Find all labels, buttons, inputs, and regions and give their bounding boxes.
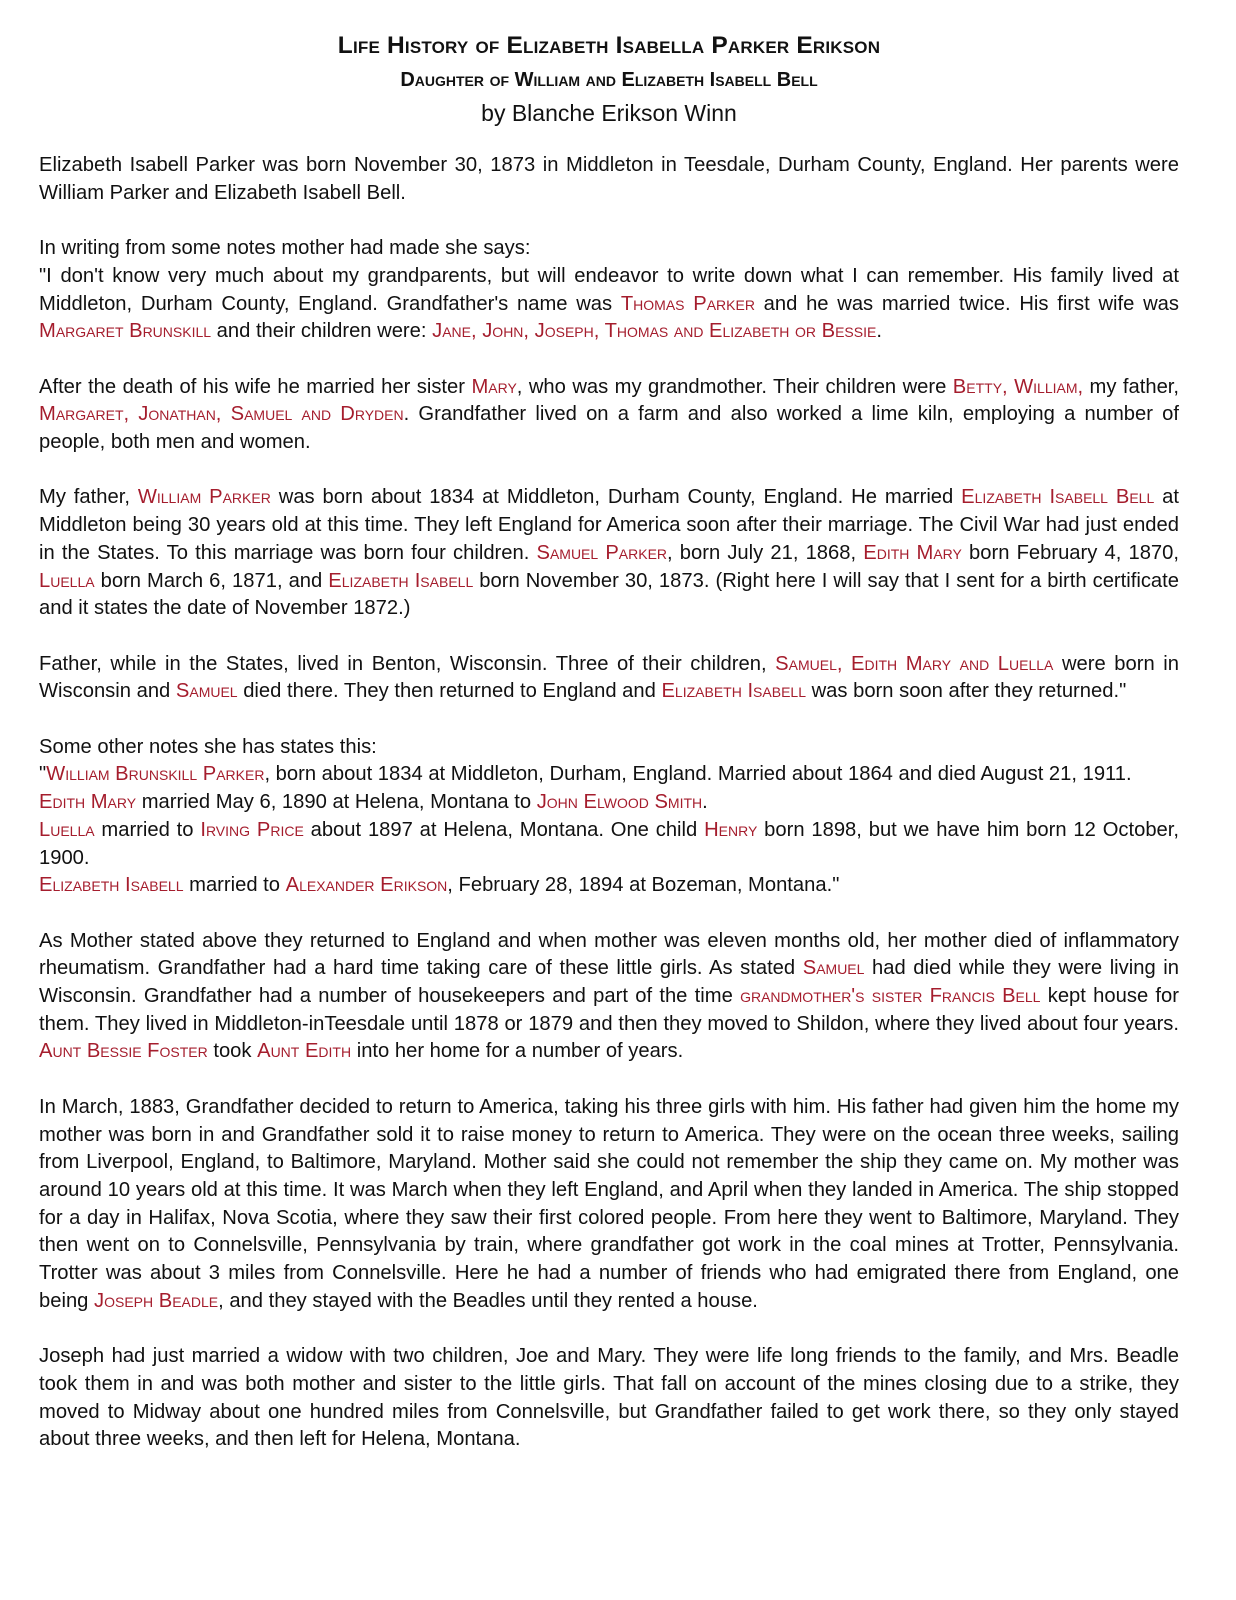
text-run: kept house for them. They lived in Middleton-inTeesdale until 1878 or 1879 and then they moved to Shildon, where they lived about four years. xyxy=(39,985,1179,1035)
text-run: As Mother stated above they returned to England and when mother was eleven months old, her mother died of inflammatory rheumatism. Grandfather had a hard time taking care of these little girls. As stated xyxy=(39,929,1179,980)
text-run: was born about 1834 at Middleton, Durham County, England. He married xyxy=(270,486,962,509)
paragraph-line xyxy=(39,651,1179,706)
document-body xyxy=(39,152,1179,1454)
paragraph xyxy=(39,235,1179,346)
paragraph-line xyxy=(39,928,1179,1067)
text-run: took xyxy=(207,1040,258,1063)
text-run: married May 6, 1890 at Helena, Montana to xyxy=(136,791,537,814)
paragraph xyxy=(39,928,1179,1067)
person-name: Elizabeth Isabell xyxy=(328,569,474,592)
text-run: , born July 21, 1868, xyxy=(667,541,864,564)
text-run: Elizabeth Isabell Parker was born November 30, 1873 in Middleton in Teesdale, Durham County, England. Her parents were William Parker and Elizabeth Isabell Bell. xyxy=(39,154,1179,204)
author-byline: by Blanche Erikson Winn xyxy=(481,100,737,126)
paragraph xyxy=(39,374,1179,457)
text-run: , and they stayed with the Beadles until they rented a house. xyxy=(218,1289,758,1312)
person-name: Henry xyxy=(704,818,758,841)
paragraph-line xyxy=(39,374,1179,457)
person-name: Samuel Parker xyxy=(536,541,668,564)
person-name: Irving Price xyxy=(200,818,304,841)
paragraph-line xyxy=(39,761,1179,789)
paragraph xyxy=(39,734,1179,900)
paragraph-line xyxy=(39,152,1179,207)
text-run: "I don't know very much about my grandparents, but will endeavor to write down what I can remember. His family lived at Middleton, Durham County, England. Grandfather's name was xyxy=(39,264,1179,315)
text-run: my father, xyxy=(1083,375,1180,398)
text-run: My father, xyxy=(39,486,138,509)
text-run: Joseph had just married a widow with two children, Joe and Mary. They were life long friends to the family, and Mrs. Beadle took them in and was both mother and sister to the little girls. That fall on account of the mines closing due to a strike, they moved to Midway about one hundred miles from Connelsville, but Grandfather failed to get work there, so they only stayed about three weeks, and then left for Helena, Montana. xyxy=(39,1345,1179,1451)
person-name: William Brunskill Parker xyxy=(46,763,265,786)
paragraph-line xyxy=(39,872,1179,900)
person-name: John Elwood Smith xyxy=(536,791,703,814)
document-title: Life History of Elizabeth Isabella Parker Erikson xyxy=(337,32,881,59)
text-run: Father, while in the States, lived in Benton, Wisconsin. Three of their children, xyxy=(39,652,776,675)
person-name: Joseph Beadle xyxy=(94,1289,219,1312)
person-name: Betty, William, xyxy=(952,375,1084,398)
text-run: . Grandfather lived on a farm and also worked a lime kiln, employing a number of people, both men and women. xyxy=(39,403,1179,453)
text-run: . xyxy=(876,320,882,343)
person-name: Margaret, Jonathan, Samuel and Dryden xyxy=(39,403,404,426)
text-run: was born soon after they returned." xyxy=(805,680,1127,703)
person-name: Edith Mary xyxy=(863,541,962,564)
person-name: Thomas Parker xyxy=(620,292,755,315)
text-run: were born in Wisconsin and xyxy=(39,652,1179,703)
text-run: born February 4, 1870, xyxy=(961,541,1179,564)
text-run: Some other notes she has states this: xyxy=(39,735,377,758)
text-run: . xyxy=(702,791,708,814)
person-name: Elizabeth Isabell xyxy=(661,680,806,703)
paragraph-line xyxy=(39,235,1179,263)
paragraph-line xyxy=(39,817,1179,872)
paragraph xyxy=(39,1094,1179,1316)
paragraph-line xyxy=(39,734,1179,762)
paragraph xyxy=(39,152,1179,207)
person-name: Edith Mary xyxy=(39,791,137,814)
text-run: born 1898, but we have him born 12 October, 1900. xyxy=(39,818,1179,869)
paragraph-line xyxy=(39,789,1179,817)
document-subtitle: Daughter of William and Elizabeth Isabell Bell xyxy=(400,69,818,91)
paragraph xyxy=(39,484,1179,623)
text-run: born March 6, 1871, and xyxy=(94,569,329,592)
text-run: born November 30, 1873. (Right here I will say that I sent for a birth certificate and it states the date of November 1872.) xyxy=(39,569,1179,620)
person-name: Elizabeth Isabell xyxy=(39,874,184,897)
person-name: Samuel xyxy=(802,957,865,980)
paragraph-line xyxy=(39,263,1179,346)
text-run: " xyxy=(39,763,47,786)
paragraph xyxy=(39,651,1179,706)
text-run: After the death of his wife he married her sister xyxy=(39,375,472,398)
text-run: and he was married twice. His first wife was xyxy=(754,292,1179,315)
person-name: Mary xyxy=(471,375,517,398)
paragraph-line xyxy=(39,1343,1179,1454)
text-run: , who was my grandmother. Their children were xyxy=(516,375,953,398)
person-name: grandmother's sister Francis Bell xyxy=(740,985,1041,1007)
text-run: and their children were: xyxy=(211,320,433,343)
person-name: Elizabeth Isabell Bell xyxy=(961,486,1155,509)
person-name: William Parker xyxy=(137,486,271,509)
text-run: married to xyxy=(94,818,201,841)
person-name: Alexander Erikson xyxy=(285,874,448,897)
person-name: Luella xyxy=(39,818,95,841)
person-name: Margaret Brunskill xyxy=(39,320,212,343)
person-name: Aunt Bessie Foster xyxy=(39,1040,208,1063)
text-run: married to xyxy=(183,874,286,897)
text-run: about 1897 at Helena, Montana. One child xyxy=(303,818,705,841)
person-name: Samuel xyxy=(175,680,238,703)
text-run: , born about 1834 at Middleton, Durham, England. Married about 1864 and died August 21, 1911. xyxy=(264,763,1132,786)
person-name: Luella xyxy=(39,569,95,592)
text-run: at Middleton being 30 years old at this time. They left England for America soon after their marriage. The Civil War had just ended in the States. To this marriage was born four children. xyxy=(39,486,1179,564)
person-name: Jane, John, Joseph, Thomas and Elizabeth or Bessie xyxy=(432,320,877,343)
person-name: Aunt Edith xyxy=(257,1040,352,1063)
text-run: had died while they were living in Wisconsin. Grandfather had a number of housekeepers and part of the time xyxy=(39,957,1179,1007)
text-run: , February 28, 1894 at Bozeman, Montana." xyxy=(447,874,840,897)
text-run: into her home for a number of years. xyxy=(351,1040,684,1063)
paragraph xyxy=(39,1343,1179,1454)
paragraph-line xyxy=(39,1094,1179,1316)
text-run: In March, 1883, Grandfather decided to return to America, taking his three girls with him. His father had given him the home my mother was born in and Grandfather sold it to raise money to return to America. They were on the ocean three weeks, sailing from Liverpool, England, to Baltimore, Maryland. Mother said she could not remember the ship they came on. My mother was around 10 years old at this time. It was March when they left England, and April when they landed in America. The ship stopped for a day in Halifax, Nova Scotia, where they saw their first colored people. From here they went to Baltimore, Maryland. They then went on to Connelsville, Pennsylvania by train, where grandfather got work in the coal mines at Trotter, Pennsylvania. Trotter was about 3 miles from Connelsville. Here he had a number of friends who had emigrated there from England, one being xyxy=(39,1095,1179,1312)
person-name: Samuel, Edith Mary and Luella xyxy=(775,652,1054,675)
text-run: died there. They then returned to England and xyxy=(237,680,662,703)
paragraph-line xyxy=(39,484,1179,623)
text-run: In writing from some notes mother had made she says: xyxy=(39,237,531,260)
